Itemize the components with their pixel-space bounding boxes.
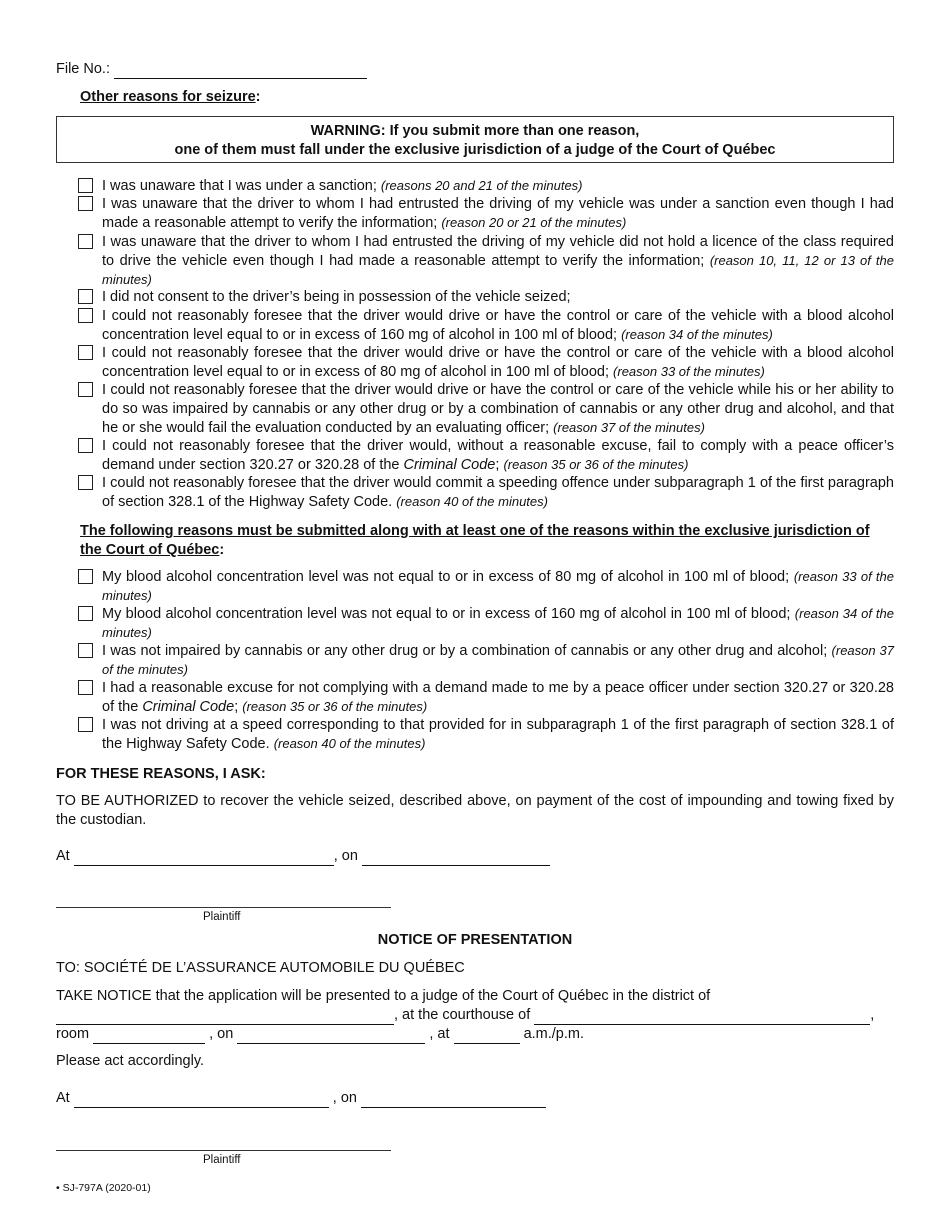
- reason-item: I could not reasonably foresee that the driver would, without a reasonable excuse, fail to comply with a peace officer’s demand under section 320.27 or 320.28 of the Criminal Code; (reason 35 or 36 of the minutes): [78, 437, 894, 475]
- place-field[interactable]: [74, 1092, 329, 1108]
- signature2-place-date-row: [56, 1089, 546, 1108]
- reason-checkbox[interactable]: [78, 382, 93, 397]
- reason-item: I was unaware that the driver to whom I had entrusted the driving of my vehicle did not hold a licence of the class required to drive the vehicle even though I had made a reasonable attempt to verify the information; (reason 10, 11, 12 or 13 of the minutes): [78, 233, 894, 290]
- following-heading: The following reasons must be submitted along with at least one of the reasons within the exclusive jurisdiction of the Court of Québec:: [80, 523, 870, 558]
- on-label: , on: [333, 848, 358, 864]
- signature2-line[interactable]: [56, 1150, 391, 1151]
- warning-box: [56, 116, 894, 163]
- following-reason-checkbox[interactable]: [78, 606, 93, 621]
- following-reason-item: I had a reasonable excuse for not complying with a demand made to me by a peace officer under section 320.27 or 320.28 of the Criminal Code; (reason 35 or 36 of the minutes): [78, 679, 894, 717]
- reason-checkbox[interactable]: [78, 345, 93, 360]
- courthouse-row: [56, 1006, 874, 1025]
- reason-checkbox[interactable]: [78, 196, 93, 211]
- courthouse-field[interactable]: [534, 1009, 870, 1025]
- on-label: , on: [209, 1026, 234, 1042]
- notice-to: TO: SOCIÉTÉ DE L’ASSURANCE AUTOMOBILE DU QUÉBEC: [56, 960, 465, 976]
- reason-item: I did not consent to the driver’s being in possession of the vehicle seized;: [78, 288, 894, 307]
- following-reason-item: I was not impaired by cannabis or any other drug or by a combination of cannabis or any other drug and alcohol; (reason 37 of the minutes): [78, 642, 894, 680]
- reason-item: I could not reasonably foresee that the driver would drive or have the control or care of the vehicle with a blood alcohol concentration level equal to or in excess of 160 mg of alcohol in 100 ml of blood; (reason 34 of the minutes): [78, 307, 894, 345]
- reason-checkbox[interactable]: [78, 178, 93, 193]
- at-label: At: [56, 848, 70, 864]
- reason-item: I could not reasonably foresee that the driver would commit a speeding offence under subparagraph 1 of the first paragraph of section 328.1 of the Highway Safety Code. (reason 40 of the minutes): [78, 474, 894, 512]
- file-no-row: [56, 60, 367, 79]
- presentation-date-field[interactable]: [237, 1028, 425, 1044]
- ampm-label: a.m./p.m.: [523, 1026, 585, 1042]
- reason-checkbox[interactable]: [78, 308, 93, 323]
- at-label: , at: [429, 1026, 450, 1042]
- reason-checkbox[interactable]: [78, 234, 93, 249]
- file-no-field[interactable]: [114, 63, 367, 79]
- courthouse-label: , at the courthouse of: [394, 1007, 531, 1023]
- warning-line-1: WARNING: If you submit more than one reason,: [310, 123, 640, 139]
- notice-take-notice: TAKE NOTICE that the application will be presented to a judge of the Court of Québec in the district of: [56, 988, 711, 1004]
- place-field[interactable]: [74, 850, 334, 866]
- file-no-label: File No.:: [56, 61, 110, 77]
- notice-title: NOTICE OF PRESENTATION: [377, 932, 573, 948]
- following-reason-item: I was not driving at a speed corresponding to that provided for in subparagraph 1 of the first paragraph of section 328.1 of the Highway Safety Code. (reason 40 of the minutes): [78, 716, 894, 754]
- following-reason-checkbox[interactable]: [78, 643, 93, 658]
- signature1-line[interactable]: [56, 907, 391, 908]
- date-field[interactable]: [362, 850, 550, 866]
- comma: ,: [870, 1007, 875, 1023]
- room-field[interactable]: [93, 1028, 205, 1044]
- date-field[interactable]: [361, 1092, 546, 1108]
- form-code: • SJ-797A (2020-01): [56, 1182, 151, 1194]
- reason-item: I was unaware that I was under a sanction; (reasons 20 and 21 of the minutes): [78, 177, 894, 196]
- room-row: [56, 1025, 584, 1044]
- other-reasons-heading: Other reasons for seizure:: [80, 89, 261, 105]
- plaintiff-label: Plaintiff: [203, 1154, 241, 1166]
- on-label: , on: [332, 1090, 357, 1106]
- request-heading: FOR THESE REASONS, I ASK:: [56, 766, 266, 782]
- reason-item: I could not reasonably foresee that the driver would drive or have the control or care of the vehicle while his or her ability to do so was impaired by cannabis or any other drug or by a combination of cannabis or any other drug and alcohol, and that he or she would fail the evaluation conducted by an evaluating officer; (reason 37 of the minutes): [78, 381, 894, 438]
- following-reason-checkbox[interactable]: [78, 569, 93, 584]
- warning-line-2: one of them must fall under the exclusive jurisdiction of a judge of the Court of Québec: [174, 141, 776, 158]
- signature1-place-date-row: [56, 847, 550, 866]
- reason-checkbox[interactable]: [78, 475, 93, 490]
- plaintiff-label: Plaintiff: [203, 911, 241, 923]
- following-reason-checkbox[interactable]: [78, 717, 93, 732]
- time-field[interactable]: [454, 1028, 520, 1044]
- room-label: room: [56, 1026, 90, 1042]
- request-text: TO BE AUTHORIZED to recover the vehicle seized, described above, on payment of the cost of impounding and towing fixed by the custodian.: [56, 793, 894, 828]
- following-reason-checkbox[interactable]: [78, 680, 93, 695]
- reason-checkbox[interactable]: [78, 289, 93, 304]
- at-label: At: [56, 1090, 70, 1106]
- district-field[interactable]: [56, 1009, 394, 1025]
- act-accordingly: Please act accordingly.: [56, 1053, 205, 1069]
- reason-checkbox[interactable]: [78, 438, 93, 453]
- following-reason-item: My blood alcohol concentration level was not equal to or in excess of 80 mg of alcohol in 100 ml of blood; (reason 33 of the minutes): [78, 568, 894, 606]
- reason-item: I could not reasonably foresee that the driver would drive or have the control or care of the vehicle with a blood alcohol concentration level equal to or in excess of 80 mg of alcohol in 100 ml of blood; (reason 33 of the minutes): [78, 344, 894, 382]
- reason-item: I was unaware that the driver to whom I had entrusted the driving of my vehicle was under a sanction even though I had made a reasonable attempt to verify the information; (reason 20 or 21 of the minutes): [78, 195, 894, 233]
- following-reason-item: My blood alcohol concentration level was not equal to or in excess of 160 mg of alcohol in 100 ml of blood; (reason 34 of the minutes): [78, 605, 894, 643]
